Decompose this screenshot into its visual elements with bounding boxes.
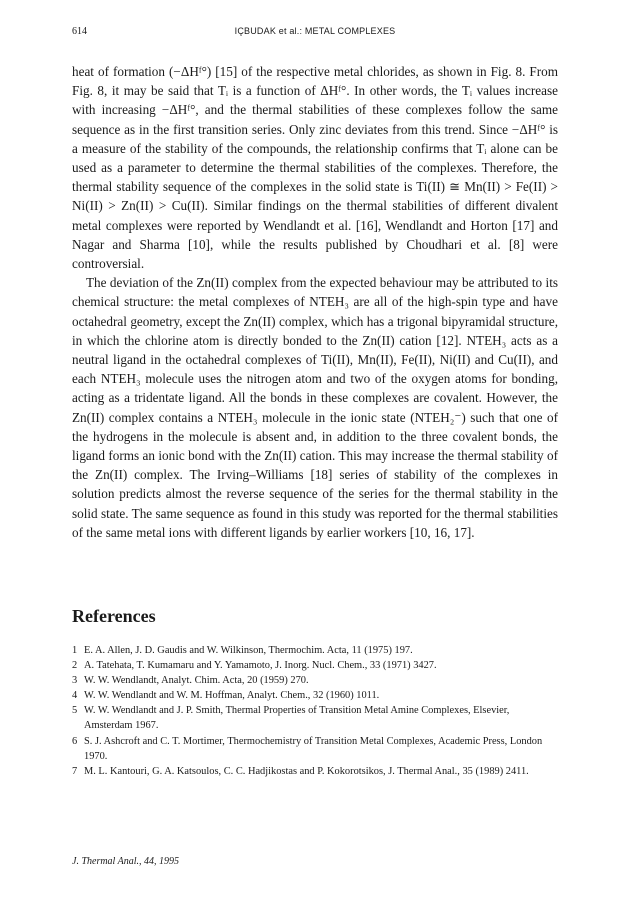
body-text [72,62,558,542]
reference-number: 2 [72,660,78,672]
reference-number: 5 [72,705,78,717]
reference-item [72,658,558,673]
reference-item [72,643,558,658]
reference-number: 1 [72,645,78,656]
paragraph: heat of formation (−ΔHᶠ°) [15] of the respective metal chlorides, as shown in Fig. 8. From Fig. 8, it may be said that Tᵢ is a function of ΔHᶠ°. In other words, the Tᵢ values increase with increasing −ΔHᶠ°, and the thermal stabilities of these complexes follow the same sequence as in the first transition series. Only zinc deviates from this trend. Since −ΔHᶠ° is a measure of the stability of the compounds, the relationship confirms that Tᵢ alone can be used as a parameter to determine the thermal stabilities of the complexes. Therefore, the thermal stability sequence of the complexes in the solid state is Ti(II) ≅ Mn(II) > Fe(II) > Ni(II) > Zn(II) > Cu(II). Similar findings on the thermal stabilities of different divalent metal complexes were reported by Wendlandt et al. [16], Wendlandt and Horton [17] and Nagar and Sharma [10], while the results published by Choudhari et al. [8] were controversial. [72,64,558,272]
reference-list [72,643,558,779]
reference-text: W. W. Wendlandt and W. M. Hoffman, Analyt. Chem., 32 (1960) 1011. [84,690,380,702]
reference-item [72,673,558,688]
paragraph: The deviation of the Zn(II) complex from the expected behaviour may be attributed to its chemical structure: the metal complexes of NTEH₃ are all of the high-spin type and have octahedral geometry, except the Zn(II) complex, which has a trigonal bipyramidal structure, in which the chlorine atom is directly bonded to the Zn(II) cation [12]. NTEH₃ acts as a neutral ligand in the octahedral complexes of Ti(II), Mn(II), Fe(II), Ni(II) and Cu(II), and each NTEH₃ molecule uses the nitrogen atom and two of the oxygen atoms for bonding, acting as a tridentate ligand. All the bonds in these complexes are covalent. However, the Zn(II) complex contains a NTEH₃ molecule in the ionic state (NTEH₂⁻) such that one of the hydrogens in the molecule is absent and, in addition to the three covalent bonds, the ligand forms an ionic bond with the Zn(II) cation. This may increase the thermal stability of the Zn(II) complex. The Irving–Williams [18] series of stability of the complexes in solution predicts almost the reverse sequence of the series for the thermal stability in the solid state. The same sequence as found in this study was reported for the thermal stabilities of the same metal ions with different ligands by earlier workers [10, 16, 17]. [72,275,558,540]
reference-text: A. Tatehata, T. Kumamaru and Y. Yamamoto, J. Inorg. Nucl. Chem., 33 (1971) 3427. [84,660,437,672]
page-header [72,26,558,40]
reference-item [72,688,558,703]
reference-number: 3 [72,675,78,687]
reference-item [72,703,558,733]
reference-number: 6 [72,735,78,747]
reference-number: 4 [72,690,78,702]
reference-text: E. A. Allen, J. D. Gaudis and W. Wilkinson, Thermochim. Acta, 11 (1975) 197. [84,645,413,656]
reference-text: M. L. Kantouri, G. A. Katsoulos, C. C. Hadjikostas and P. Kokorotsikos, J. Thermal Anal., 35 (1989) 2411. [84,765,529,777]
reference-item [72,734,558,764]
reference-item [72,764,558,779]
references-heading: References [72,606,156,626]
reference-number: 7 [72,765,78,777]
reference-text: S. J. Ashcroft and C. T. Mortimer, Thermochemistry of Transition Metal Complexes, Academic Press, London 1970. [84,735,543,762]
page-number: 614 [72,26,87,37]
reference-text: W. W. Wendlandt, Analyt. Chim. Acta, 20 (1959) 270. [84,675,309,687]
running-head: IÇBUDAK et al.: METAL COMPLEXES [234,26,396,36]
reference-text: W. W. Wendlandt and J. P. Smith, Thermal Properties of Transition Metal Amine Complexes, Elsevier, Amsterdam 1967. [84,705,510,732]
journal-footer: J. Thermal Anal., 44, 1995 [72,856,180,867]
